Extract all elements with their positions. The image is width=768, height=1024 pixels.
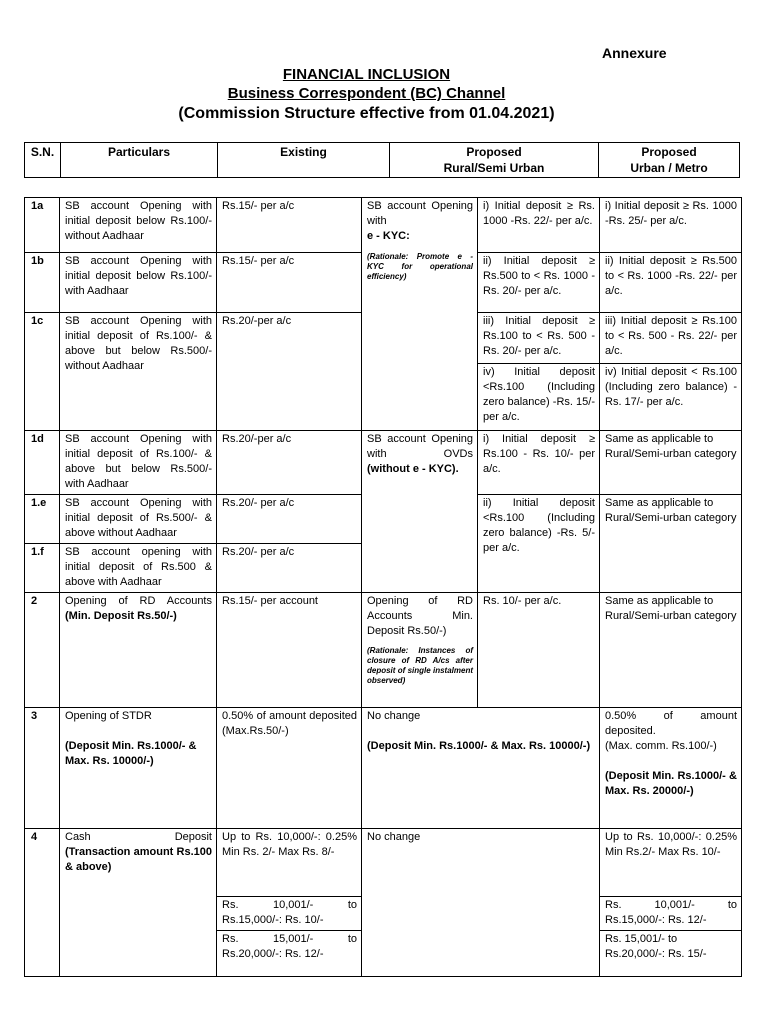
- ovd-proposed-cell: [362, 431, 478, 593]
- row-sn: 1.e: [25, 495, 60, 544]
- stdr-urban-cell: [600, 708, 742, 829]
- title-line-3: (Commission Structure effective from 01.04.2021): [178, 105, 555, 122]
- stdr-urban-line3: (Deposit Min. Rs.1000/- & Max. Rs. 20000/-): [605, 770, 737, 797]
- row-rural-iv: iv) Initial deposit <Rs.100 (Including zero balance) -Rs. 15/- per a/c.: [478, 364, 600, 431]
- row-particulars: SB account Opening with initial deposit of Rs.500/- & above without Aadhaar: [60, 495, 217, 544]
- cash-urban-b: Rs. 10,001/- to Rs.15,000/-: Rs. 12/-: [600, 897, 742, 931]
- table-row-1d: [25, 431, 742, 495]
- row-urban: Same as applicable to Rural/Semi-urban category: [600, 593, 742, 708]
- row-sn: 3: [25, 708, 60, 829]
- header-rural-line1: Proposed: [466, 145, 522, 159]
- row-rural: Rs. 10/- per a/c.: [478, 593, 600, 708]
- header-rural: [390, 143, 599, 178]
- header-sn: S.N.: [25, 143, 61, 178]
- rd-rationale: (Rationale: Instances of closure of RD A/cs after deposit of single instalment observed): [367, 646, 473, 685]
- row-rural: i) Initial deposit ≥ Rs. 1000 -Rs. 22/- per a/c.: [478, 198, 600, 253]
- commission-table: [24, 197, 742, 977]
- row-particulars: SB account Opening with initial deposit of Rs.100/- & above but below Rs.500/- without Aadhaar: [60, 313, 217, 431]
- title-line-1: FINANCIAL INCLUSION: [282, 66, 451, 83]
- rd-proposed-cell: [362, 593, 478, 708]
- cash-existing-a: Up to Rs. 10,000/-: 0.25% Min Rs. 2/- Max Rs. 8/-: [217, 829, 362, 897]
- rd-particulars-line2: (Min. Deposit Rs.50/-): [65, 610, 177, 622]
- stdr-particulars-line1: Opening of STDR: [65, 710, 152, 722]
- header-urban-line1: Proposed: [641, 145, 697, 159]
- cash-particulars-line2: (Transaction amount Rs.100 & above): [65, 846, 212, 873]
- header-rural-line2: Rural/Semi Urban: [443, 161, 545, 175]
- ovd-line2: (without e - KYC).: [367, 463, 459, 475]
- row-sn: 2: [25, 593, 60, 708]
- row-urban: Same as applicable to Rural/Semi-urban category: [600, 431, 742, 495]
- rd-particulars-line1: Opening of RD Accounts: [65, 595, 212, 607]
- stdr-urban-line1: 0.50% of amount deposited.: [605, 710, 737, 737]
- row-rural-iii: iii) Initial deposit ≥ Rs.100 to < Rs. 500 -Rs. 20/- per a/c.: [478, 313, 600, 364]
- row-urban-iii: iii) Initial deposit ≥ Rs.100 to < Rs. 500 - Rs. 22/- per a/c.: [600, 313, 742, 364]
- row-existing: Rs.20/-per a/c: [217, 431, 362, 495]
- header-row: [25, 143, 740, 178]
- row-sn: 1b: [25, 253, 60, 313]
- row-rural-ii: ii) Initial deposit <Rs.100 (Including zero balance) -Rs. 5/- per a/c.: [478, 495, 600, 593]
- ekyc-proposed-cell: [362, 198, 478, 431]
- rd-proposed-text: Opening of RD Accounts Min. Deposit Rs.50/-): [367, 595, 473, 637]
- row-existing: Rs.15/- per a/c: [217, 198, 362, 253]
- row-particulars: [60, 593, 217, 708]
- row-sn: 1c: [25, 313, 60, 431]
- table-row-4: [25, 829, 742, 897]
- row-sn: 4: [25, 829, 60, 977]
- cash-rural-cell: No change: [362, 829, 600, 977]
- ovd-line1: SB account Opening with OVDs: [367, 433, 473, 460]
- row-urban: i) Initial deposit ≥ Rs. 1000 -Rs. 25/- per a/c.: [600, 198, 742, 253]
- annexure-label: Annexure: [602, 45, 667, 61]
- row-urban-iv: iv) Initial deposit < Rs.100 (Including zero balance) -Rs. 17/- per a/c.: [600, 364, 742, 431]
- row-existing: Rs.20/-per a/c: [217, 313, 362, 431]
- row-existing: Rs.20/- per a/c: [217, 544, 362, 593]
- ekyc-line2: e - KYC:: [367, 230, 410, 242]
- row-sn: 1a: [25, 198, 60, 253]
- row-existing: Rs.15/- per account: [217, 593, 362, 708]
- cash-existing-c: Rs. 15,001/- to Rs.20,000/-: Rs. 12/-: [217, 931, 362, 977]
- row-particulars: SB account Opening with initial deposit of Rs.100/- & above but below Rs.500/- with Aadhaar: [60, 431, 217, 495]
- row-particulars: SB account opening with initial deposit of Rs.500 & above with Aadhaar: [60, 544, 217, 593]
- stdr-particulars-line2: (Deposit Min. Rs.1000/- & Max. Rs. 10000/-): [65, 740, 197, 767]
- table-row-3: [25, 708, 742, 829]
- row-particulars: SB account Opening with initial deposit below Rs.100/- without Aadhaar: [60, 198, 217, 253]
- row-sn: 1d: [25, 431, 60, 495]
- cash-particulars-line1: Cash Deposit: [65, 831, 212, 843]
- header-urban-line2: Urban / Metro: [630, 161, 708, 175]
- row-sn: 1.f: [25, 544, 60, 593]
- row-rural: ii) Initial deposit ≥ Rs.500 to < Rs. 1000 -Rs. 20/- per a/c.: [478, 253, 600, 313]
- cash-urban-a: Up to Rs. 10,000/-: 0.25% Min Rs.2/- Max Rs. 10/-: [600, 829, 742, 897]
- row-existing: Rs.15/- per a/c: [217, 253, 362, 313]
- row-existing: 0.50% of amount deposited (Max.Rs.50/-): [217, 708, 362, 829]
- table-row-1a: [25, 198, 742, 253]
- row-particulars: [60, 708, 217, 829]
- header-particulars: Particulars: [61, 143, 218, 178]
- row-urban: ii) Initial deposit ≥ Rs.500 to < Rs. 1000 -Rs. 22/- per a/c.: [600, 253, 742, 313]
- row-rural-i: i) Initial deposit ≥ Rs.100 - Rs. 10/- per a/c.: [478, 431, 600, 495]
- cash-existing-b: Rs. 10,001/- to Rs.15,000/-: Rs. 10/-: [217, 897, 362, 931]
- row-existing: Rs.20/- per a/c: [217, 495, 362, 544]
- document-title-block: [0, 66, 733, 125]
- stdr-urban-line2: (Max. comm. Rs.100/-): [605, 740, 717, 752]
- header-urban: [599, 143, 740, 178]
- row-urban: Same as applicable to Rural/Semi-urban category: [600, 495, 742, 593]
- row-particulars: SB account Opening with initial deposit below Rs.100/- with Aadhaar: [60, 253, 217, 313]
- stdr-rural-line2: (Deposit Min. Rs.1000/- & Max. Rs. 10000/-): [367, 740, 591, 752]
- ekyc-rationale: (Rationale: Promote e - KYC for operational efficiency): [367, 252, 473, 281]
- stdr-rural-line1: No change: [367, 710, 421, 722]
- ekyc-line1: SB account Opening with: [367, 200, 473, 227]
- stdr-rural-cell: [362, 708, 600, 829]
- header-existing: Existing: [218, 143, 390, 178]
- table-row-2: [25, 593, 742, 708]
- row-particulars: [60, 829, 217, 977]
- title-line-2: Business Correspondent (BC) Channel: [227, 85, 506, 102]
- header-table: [24, 142, 740, 178]
- cash-urban-c: Rs. 15,001/- to Rs.20,000/-: Rs. 15/-: [600, 931, 742, 977]
